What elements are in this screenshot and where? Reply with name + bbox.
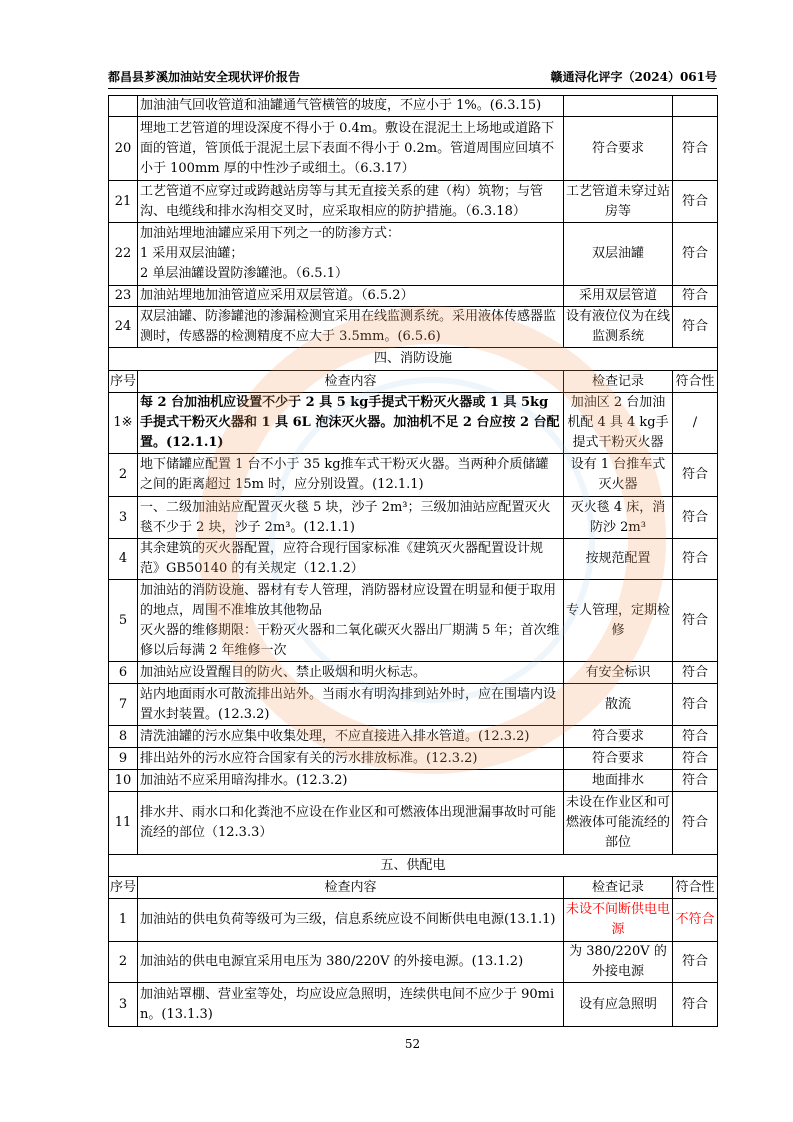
row-number bbox=[109, 96, 138, 117]
check-record: 未设在作业区和可燃液体可能流经的部位 bbox=[564, 792, 673, 855]
row-number: 20 bbox=[109, 117, 138, 181]
row-number: 2 bbox=[109, 454, 138, 497]
column-header-no: 序号 bbox=[109, 877, 138, 899]
row-number: 9 bbox=[109, 748, 138, 770]
page-header bbox=[108, 64, 717, 89]
check-content: 清洗油罐的污水应集中收集处理，不应直接进入排水管道。(12.3.2) bbox=[138, 726, 564, 748]
check-record: 工艺管道未穿过站房等 bbox=[564, 181, 673, 223]
table-row bbox=[109, 454, 718, 497]
row-number: 8 bbox=[109, 726, 138, 748]
table-row bbox=[109, 726, 718, 748]
check-content: 地下储罐应配置 1 台不小于 35 kg推车式干粉灭火器。当两种介质储罐之间的距离超过 15m 时，应分别设置。(12.1.1) bbox=[138, 454, 564, 497]
column-header-record: 检查记录 bbox=[564, 371, 673, 393]
compliance-result: 符合 bbox=[673, 684, 718, 726]
compliance-result: 符合 bbox=[673, 792, 718, 855]
row-number: 23 bbox=[109, 286, 138, 307]
check-record bbox=[564, 96, 673, 117]
check-content: 站内地面雨水可散流排出站外。当雨水有明沟排到站外时，应在围墙内设置水封装置。(12.3.2) bbox=[138, 684, 564, 726]
row-number: 7 bbox=[109, 684, 138, 726]
compliance-result: 符合 bbox=[673, 497, 718, 539]
table-row bbox=[109, 96, 718, 117]
compliance-result: 符合 bbox=[673, 942, 718, 983]
table-row bbox=[109, 307, 718, 348]
check-content: 加油站埋地加油管道应采用双层管道。（6.5.2） bbox=[138, 286, 564, 307]
compliance-result: 符合 bbox=[673, 580, 718, 662]
check-record: 双层油罐 bbox=[564, 223, 673, 286]
column-header-row bbox=[109, 371, 718, 393]
row-number: 21 bbox=[109, 181, 138, 223]
check-content: 工艺管道不应穿过或跨越站房等与其无直接关系的建（构）筑物；与管沟、电缆线和排水沟相交叉时，应采取相应的防护措施。（6.3.18） bbox=[138, 181, 564, 223]
compliance-result: / bbox=[673, 393, 718, 454]
compliance-result: 符合 bbox=[673, 286, 718, 307]
check-record: 地面排水 bbox=[564, 770, 673, 792]
check-content: 排出站外的污水应符合国家有关的污水排放标准。(12.3.2) bbox=[138, 748, 564, 770]
compliance-result: 不符合 bbox=[673, 899, 718, 942]
compliance-result: 符合 bbox=[673, 117, 718, 181]
check-content: 加油站罩棚、营业室等处，均应设应急照明，连续供电间不应少于 90min。(13.1.3) bbox=[138, 983, 564, 1027]
column-header-content: 检查内容 bbox=[138, 877, 564, 899]
compliance-result bbox=[673, 96, 718, 117]
check-content: 加油站不应采用暗沟排水。(12.3.2) bbox=[138, 770, 564, 792]
column-header-content: 检查内容 bbox=[138, 371, 564, 393]
compliance-result: 符合 bbox=[673, 726, 718, 748]
check-record: 加油区 2 台加油机配 4 具 4 kg手提式干粉灭火器 bbox=[564, 393, 673, 454]
column-header-result: 符合性 bbox=[673, 371, 718, 393]
row-number: 11 bbox=[109, 792, 138, 855]
check-content: 埋地工艺管道的埋设深度不得小于 0.4m。敷设在混泥土上场地或道路下面的管道，管顶低于混泥土层下表面不得小于 0.2m。管道周围应回填不小于 100mm 厚的中性沙子或细土。（6.3.17） bbox=[138, 117, 564, 181]
table-row bbox=[109, 286, 718, 307]
check-content: 双层油罐、防渗罐池的渗漏检测宜采用在线监测系统。采用液体传感器监测时，传感器的检测精度不应大于 3.5mm。(6.5.6) bbox=[138, 307, 564, 348]
column-header-no: 序号 bbox=[109, 371, 138, 393]
check-record: 设有液位仪为在线监测系统 bbox=[564, 307, 673, 348]
row-number: 10 bbox=[109, 770, 138, 792]
check-content: 排水井、雨水口和化粪池不应设在作业区和可燃液体出现泄漏事故时可能流经的部位（12.3.3） bbox=[138, 792, 564, 855]
check-content: 加油站的供电电源宜采用电压为 380/220V 的外接电源。(13.1.2) bbox=[138, 942, 564, 983]
table-row bbox=[109, 899, 718, 942]
inspection-table bbox=[108, 95, 718, 1027]
row-number: 3 bbox=[109, 497, 138, 539]
column-header-record: 检查记录 bbox=[564, 877, 673, 899]
row-number: 2 bbox=[109, 942, 138, 983]
row-number: 5 bbox=[109, 580, 138, 662]
compliance-result: 符合 bbox=[673, 181, 718, 223]
row-number: 3 bbox=[109, 983, 138, 1027]
page-number: 52 bbox=[404, 1037, 421, 1051]
compliance-result: 符合 bbox=[673, 223, 718, 286]
check-content: 加油站应设置醒目的防火、禁止吸烟和明火标志。 bbox=[138, 662, 564, 684]
check-record: 按规范配置 bbox=[564, 539, 673, 580]
compliance-result: 符合 bbox=[673, 770, 718, 792]
table-row bbox=[109, 580, 718, 662]
check-content: 加油站埋地油罐应采用下列之一的防渗方式： 1 采用双层油罐； 2 单层油罐设置防渗罐池。（6.5.1） bbox=[138, 223, 564, 286]
compliance-result: 符合 bbox=[673, 662, 718, 684]
table-row bbox=[109, 770, 718, 792]
table-row bbox=[109, 181, 718, 223]
table-row bbox=[109, 539, 718, 580]
check-content: 其余建筑的灭火器配置，应符合现行国家标准《建筑灭火器配置设计规范》GB50140 的有关规定（12.1.2） bbox=[138, 539, 564, 580]
check-content: 加油油气回收管道和油罐通气管横管的坡度，不应小于 1%。(6.3.15) bbox=[138, 96, 564, 117]
section-row bbox=[109, 348, 718, 371]
compliance-result: 符合 bbox=[673, 983, 718, 1027]
check-record: 专人管理，定期检修 bbox=[564, 580, 673, 662]
row-number: 1※ bbox=[109, 393, 138, 454]
report-number: 赣通浔化评字（2024）061号 bbox=[550, 70, 717, 84]
compliance-result: 符合 bbox=[673, 307, 718, 348]
check-content: 每 2 台加油机应设置不少于 2 具 5 kg手提式干粉灭火器或 1 具 5kg 手提式干粉灭火器和 1 具 6L 泡沫灭火器。加油机不足 2 台应按 2 台配置。(12.1.1) bbox=[138, 393, 564, 454]
table-row bbox=[109, 983, 718, 1027]
table-row bbox=[109, 748, 718, 770]
check-content: 加油站的供电负荷等级可为三级，信息系统应设不间断供电电源(13.1.1) bbox=[138, 899, 564, 942]
table-row bbox=[109, 792, 718, 855]
check-record: 符合要求 bbox=[564, 748, 673, 770]
row-number: 24 bbox=[109, 307, 138, 348]
table-row bbox=[109, 393, 718, 454]
column-header-result: 符合性 bbox=[673, 877, 718, 899]
check-content: 加油站的消防设施、器材有专人管理，消防器材应设置在明显和便于取用的地点，周围不准堆放其他物品 灭火器的维修期限：干粉灭火器和二氧化碳灭火器出厂期满 5 年；首次维修以后每满 2 年维修一次 bbox=[138, 580, 564, 662]
section-title: 五、供配电 bbox=[109, 855, 718, 877]
row-number: 6 bbox=[109, 662, 138, 684]
compliance-result: 符合 bbox=[673, 454, 718, 497]
section-title: 四、消防设施 bbox=[109, 348, 718, 371]
check-record: 散流 bbox=[564, 684, 673, 726]
check-record: 灭火毯 4 床，消防沙 2m³ bbox=[564, 497, 673, 539]
report-title: 都昌县芗溪加油站安全现状评价报告 bbox=[108, 70, 301, 84]
table-row bbox=[109, 117, 718, 181]
check-record: 采用双层管道 bbox=[564, 286, 673, 307]
row-number: 1 bbox=[109, 899, 138, 942]
table-row bbox=[109, 942, 718, 983]
table-row bbox=[109, 662, 718, 684]
column-header-row bbox=[109, 877, 718, 899]
check-record: 设有 1 台推车式灭火器 bbox=[564, 454, 673, 497]
check-content: 一、二级加油站应配置灭火毯 5 块，沙子 2m³；三级加油站应配置灭火毯不少于 2 块，沙子 2m³。(12.1.1) bbox=[138, 497, 564, 539]
table-row bbox=[109, 684, 718, 726]
check-record: 符合要求 bbox=[564, 117, 673, 181]
row-number: 4 bbox=[109, 539, 138, 580]
check-record: 为 380/220V 的外接电源 bbox=[564, 942, 673, 983]
check-record: 设有应急照明 bbox=[564, 983, 673, 1027]
section-row bbox=[109, 855, 718, 877]
compliance-result: 符合 bbox=[673, 748, 718, 770]
table-row bbox=[109, 223, 718, 286]
row-number: 22 bbox=[109, 223, 138, 286]
table-row bbox=[109, 497, 718, 539]
check-record: 有安全标识 bbox=[564, 662, 673, 684]
check-record: 符合要求 bbox=[564, 726, 673, 748]
compliance-result: 符合 bbox=[673, 539, 718, 580]
check-record: 未设不间断供电电源 bbox=[564, 899, 673, 942]
